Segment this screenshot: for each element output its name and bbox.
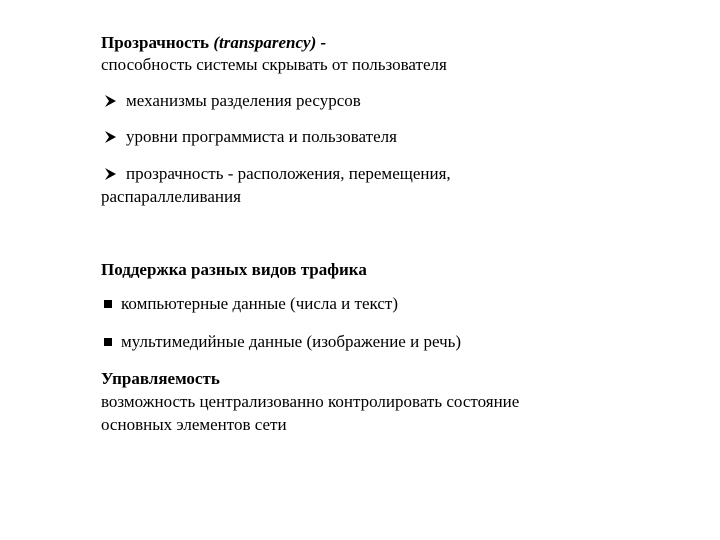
list-item [105,90,361,112]
transparency-title: Прозрачность [101,33,210,52]
arrow-bullet-icon [105,131,116,143]
list-item-continuation: распараллеливания [101,187,241,206]
manageability-heading: Управляемость [101,369,220,388]
list-item-text: мультимедийные данные (изображение и речь) [121,332,462,351]
transparency-term: (transparency) - [213,33,327,52]
square-bullet-icon [104,338,112,346]
manageability-definition-line1: возможность централизованно контролировать состояние [101,392,520,411]
traffic-heading: Поддержка разных видов трафика [101,260,367,279]
transparency-heading [101,32,326,54]
list-item-text: прозрачность - расположения, перемещения, [126,164,451,183]
list-item-text: уровни программиста и пользователя [126,127,397,146]
list-item-text: механизмы разделения ресурсов [126,91,361,110]
list-item [104,331,461,353]
square-bullet-icon [104,300,112,308]
list-item [105,126,397,148]
arrow-bullet-icon [105,95,116,107]
transparency-definition: способность системы скрывать от пользователя [101,55,447,74]
list-item-text: компьютерные данные (числа и текст) [121,294,398,313]
manageability-definition-line2: основных элементов сети [101,415,287,434]
list-item [105,163,451,185]
arrow-bullet-icon [105,168,116,180]
list-item [104,293,398,315]
